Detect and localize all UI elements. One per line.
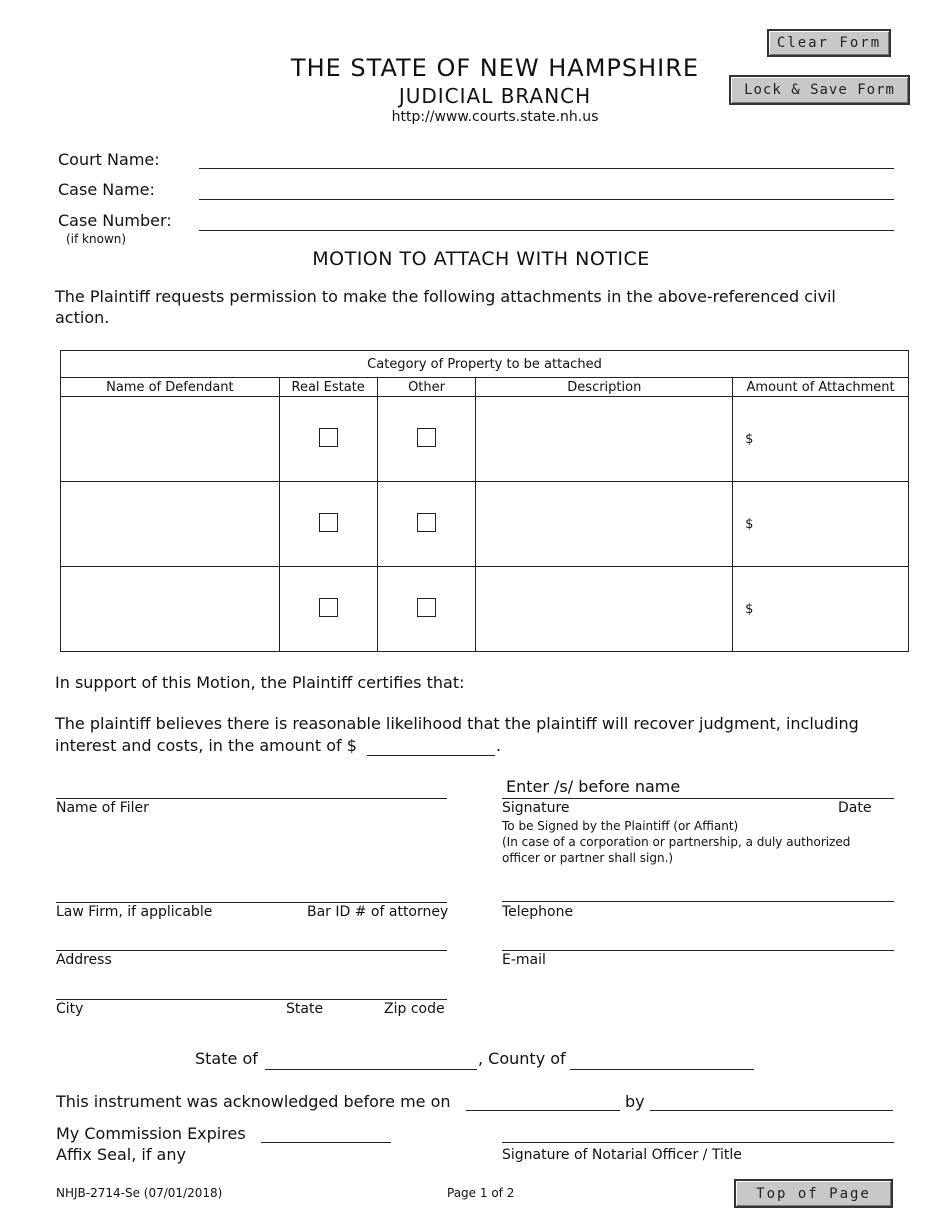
real-estate-cell <box>279 397 377 482</box>
court-url: http://www.courts.state.nh.us <box>391 109 599 125</box>
defendant-cell[interactable] <box>61 397 280 482</box>
real-estate-cell <box>279 567 377 652</box>
telephone-field[interactable] <box>502 901 894 902</box>
notarial-signature-field[interactable] <box>502 1142 894 1143</box>
if-known-note: (if known) <box>66 232 127 246</box>
judgment-amount-field[interactable] <box>367 755 495 756</box>
belief-text-line2: interest and costs, in the amount of $ <box>55 736 357 755</box>
col-amount: Amount of Attachment <box>733 378 909 397</box>
case-number-field[interactable] <box>199 230 894 231</box>
email-field[interactable] <box>502 950 894 951</box>
form-id: NHJB-2714-Se (07/01/2018) <box>56 1186 223 1200</box>
other-checkbox[interactable] <box>417 428 436 447</box>
category-header: Category of Property to be attached <box>61 351 909 378</box>
currency-symbol: $ <box>745 431 754 447</box>
case-number-label: Case Number: <box>58 211 172 230</box>
form-title: MOTION TO ATTACH WITH NOTICE <box>312 248 650 270</box>
city-field[interactable] <box>56 999 447 1000</box>
amount-cell[interactable] <box>733 397 909 482</box>
real-estate-checkbox[interactable] <box>319 428 338 447</box>
acknowledged-by-field[interactable] <box>650 1110 893 1111</box>
branch-heading: JUDICIAL BRANCH <box>398 84 592 108</box>
other-cell <box>377 397 476 482</box>
col-other: Other <box>377 378 476 397</box>
other-cell <box>377 482 476 567</box>
table-row <box>61 482 909 567</box>
name-of-filer-field[interactable] <box>56 798 447 799</box>
commission-expires-field[interactable] <box>261 1142 391 1143</box>
county-of-label: , County of <box>478 1049 566 1068</box>
col-defendant: Name of Defendant <box>61 378 280 397</box>
court-name-field[interactable] <box>199 168 894 169</box>
name-of-filer-label: Name of Filer <box>56 800 149 816</box>
acknowledged-label: This instrument was acknowledged before me on <box>56 1092 451 1111</box>
corp-note-line2: officer or partner shall sign.) <box>502 851 674 865</box>
belief-period: . <box>496 736 502 755</box>
affix-seal-label: Affix Seal, if any <box>56 1145 186 1164</box>
acknowledged-date-field[interactable] <box>466 1110 620 1111</box>
col-real-estate: Real Estate <box>279 378 377 397</box>
corp-note-line1: (In case of a corporation or partnership, a duly authorized <box>502 835 851 849</box>
intro-text: The Plaintiff requests permission to make the following attachments in the above-referenced civil action. <box>55 287 836 327</box>
amount-cell[interactable] <box>733 567 909 652</box>
defendant-cell[interactable] <box>61 567 280 652</box>
state-of-label: State of <box>195 1049 258 1068</box>
law-firm-label: Law Firm, if applicable <box>56 904 213 920</box>
real-estate-checkbox[interactable] <box>319 598 338 617</box>
description-cell[interactable] <box>476 567 733 652</box>
zip-label: Zip code <box>384 1001 445 1017</box>
notarial-officer-label: Signature of Notarial Officer / Title <box>502 1147 742 1163</box>
notary-county-field[interactable] <box>570 1069 754 1070</box>
email-label: E-mail <box>502 952 546 968</box>
currency-symbol: $ <box>745 516 754 532</box>
belief-text-line1: The plaintiff believes there is reasonable likelihood that the plaintiff will recover judgment, including <box>55 714 859 733</box>
real-estate-cell <box>279 482 377 567</box>
lock-save-form-button[interactable]: Lock & Save Form <box>729 75 910 105</box>
address-field[interactable] <box>56 950 447 951</box>
commission-expires-label: My Commission Expires <box>56 1124 246 1143</box>
table-row <box>61 397 909 482</box>
case-name-label: Case Name: <box>58 180 155 199</box>
case-name-field[interactable] <box>199 199 894 200</box>
top-of-page-button[interactable]: Top of Page <box>734 1179 893 1208</box>
signature-hint: Enter /s/ before name <box>506 777 681 796</box>
defendant-cell[interactable] <box>61 482 280 567</box>
date-label: Date <box>838 800 872 816</box>
amount-cell[interactable] <box>733 482 909 567</box>
court-name-label: Court Name: <box>58 150 160 169</box>
telephone-label: Telephone <box>502 904 574 920</box>
state-heading: THE STATE OF NEW HAMPSHIRE <box>290 54 700 82</box>
description-cell[interactable] <box>476 397 733 482</box>
property-table <box>60 350 909 652</box>
other-checkbox[interactable] <box>417 598 436 617</box>
state-label: State <box>286 1001 324 1017</box>
currency-symbol: $ <box>745 601 754 617</box>
signature-label: Signature <box>502 800 570 816</box>
table-row <box>61 567 909 652</box>
city-label: City <box>56 1001 84 1017</box>
other-cell <box>377 567 476 652</box>
description-cell[interactable] <box>476 482 733 567</box>
signed-by-note: To be Signed by the Plaintiff (or Affiant) <box>502 819 739 833</box>
other-checkbox[interactable] <box>417 513 436 532</box>
law-firm-field[interactable] <box>56 902 447 903</box>
bar-id-label: Bar ID # of attorney <box>307 904 449 920</box>
real-estate-checkbox[interactable] <box>319 513 338 532</box>
notary-state-field[interactable] <box>265 1069 477 1070</box>
address-label: Address <box>56 952 112 968</box>
signature-field[interactable] <box>502 798 894 799</box>
clear-form-button[interactable]: Clear Form <box>767 29 891 57</box>
page-number: Page 1 of 2 <box>447 1186 515 1200</box>
support-text: In support of this Motion, the Plaintiff certifies that: <box>55 673 465 692</box>
by-label: by <box>625 1092 645 1111</box>
col-description: Description <box>476 378 733 397</box>
